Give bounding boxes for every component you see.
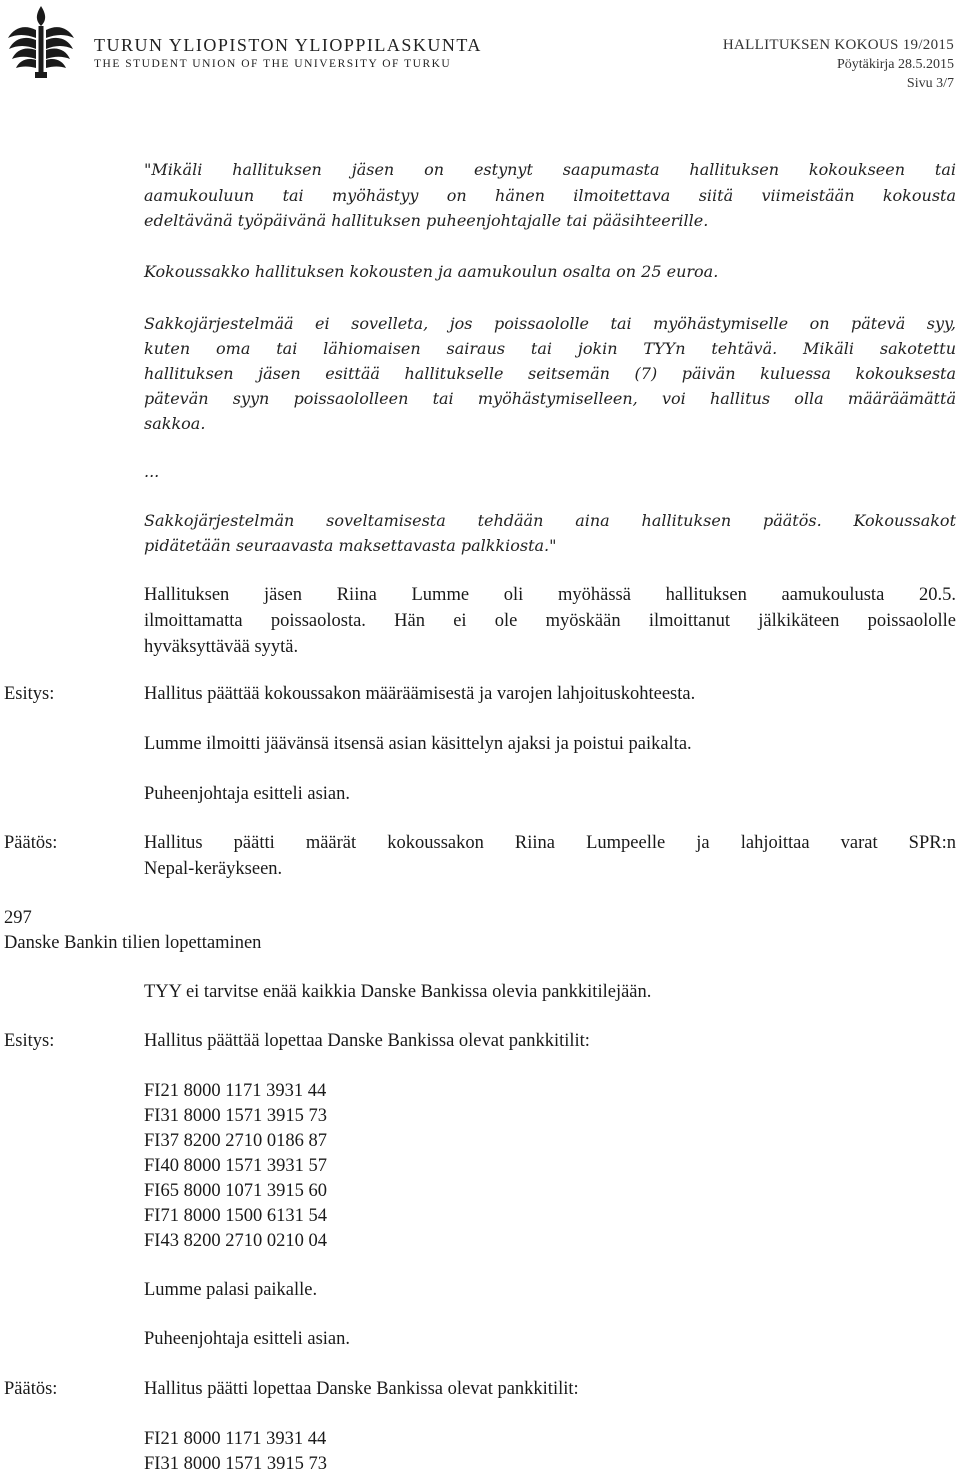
meeting-number: HALLITUKSEN KOKOUS 19/2015 [722, 37, 954, 53]
proposal-text: Hallitus päättää lopettaa Danske Bankissa olevat pankkitilit: [144, 1031, 590, 1051]
decision-text: Nepal-keräykseen. [144, 859, 283, 879]
item-number: 297 [4, 908, 32, 928]
account-number: FI43 8200 2710 0210 04 [144, 1231, 327, 1251]
organization-name: TURUN YLIOPISTON YLIOPPILASKUNTA [94, 35, 482, 55]
account-number: FI21 8000 1171 3931 44 [144, 1429, 327, 1449]
decision-label: Päätös: [4, 833, 58, 853]
return-note: Lumme palasi paikalle. [144, 1280, 318, 1300]
item-intro: TYY ei tarvitse enää kaikkia Danske Bankissa olevia pankkitilejään. [144, 982, 652, 1002]
account-number: FI71 8000 1500 6131 54 [144, 1206, 327, 1226]
quote-line: Kokoussakko hallituksen kokousten ja aamukoulun osalta on 25 euroa. [144, 262, 719, 281]
quote-line: Sakkojärjestelmän soveltamisesta tehdään aina hallituksen päätös. Kokoussakot [144, 511, 956, 530]
organization-name-english: THE STUDENT UNION OF THE UNIVERSITY OF TURKU [94, 58, 452, 70]
note-line: hyväksyttävää syytä. [144, 637, 299, 657]
page-number: Sivu 3/7 [906, 76, 954, 91]
student-union-torch-logo [6, 4, 76, 82]
account-number: FI40 8000 1571 3931 57 [144, 1156, 327, 1176]
account-number: FI21 8000 1171 3931 44 [144, 1081, 327, 1101]
account-number: FI31 8000 1571 3915 73 [144, 1106, 327, 1126]
quote-line: hallituksen jäsen esittää hallitukselle seitsemän (7) päivän kuluessa kokouksesta [144, 364, 956, 383]
quote-line: aamukouluun tai myöhästyy on hänen ilmoitettava siitä viimeistään kokousta [144, 186, 956, 205]
quote-line: sakkoa. [144, 414, 206, 433]
account-number: FI37 8200 2710 0186 87 [144, 1131, 327, 1151]
presentation-note: Puheenjohtaja esitteli asian. [144, 784, 351, 804]
decision-label: Päätös: [4, 1379, 58, 1399]
decision-text: Hallitus päätti lopettaa Danske Bankissa olevat pankkitilit: [144, 1379, 579, 1399]
item-title: Danske Bankin tilien lopettaminen [4, 933, 262, 953]
quote-line: kuten oma tai lähiomaisen sairaus tai jokin TYYn tehtävä. Mikäli sakotettu [144, 339, 956, 358]
disqualification-note: Lumme ilmoitti jäävänsä itsensä asian käsittelyn ajaksi ja poistui paikalta. [144, 734, 692, 754]
quote-line: pätevän syyn poissaololleen tai myöhästymiselleen, voi hallitus olla määräämättä [144, 389, 956, 408]
decision-text: Hallitus päätti määrät kokoussakon Riina Lumpeelle ja lahjoittaa varat SPR:n [144, 833, 956, 853]
account-number: FI31 8000 1571 3915 73 [144, 1454, 327, 1474]
presentation-note: Puheenjohtaja esitteli asian. [144, 1329, 351, 1349]
proposal-text: Hallitus päättää kokoussakon määräämisestä ja varojen lahjoituskohteesta. [144, 684, 696, 704]
minutes-date: Pöytäkirja 28.5.2015 [836, 57, 954, 72]
page-header [0, 0, 960, 110]
quote-line: edeltävänä työpäivänä hallituksen puheenjohtajalle tai pääsihteerille. [144, 211, 709, 230]
quote-line: pidätetään seuraavasta maksettavasta palkkiosta." [144, 536, 557, 555]
note-line: Hallituksen jäsen Riina Lumme oli myöhässä hallituksen aamukoulusta 20.5. [144, 585, 956, 605]
proposal-label: Esitys: [4, 1031, 55, 1051]
quote-line: Sakkojärjestelmää ei sovelleta, jos poissaololle tai myöhästymiselle on pätevä syy, [144, 314, 956, 333]
quote-ellipsis: ... [144, 462, 160, 481]
proposal-label: Esitys: [4, 684, 55, 704]
document-meta [723, 36, 954, 93]
account-number: FI65 8000 1071 3915 60 [144, 1181, 327, 1201]
note-line: ilmoittamatta poissaolosta. Hän ei ole myöskään ilmoittanut jälkikäteen poissaololle [144, 611, 956, 631]
quote-line: "Mikäli hallituksen jäsen on estynyt saapumasta hallituksen kokoukseen tai [144, 160, 956, 179]
